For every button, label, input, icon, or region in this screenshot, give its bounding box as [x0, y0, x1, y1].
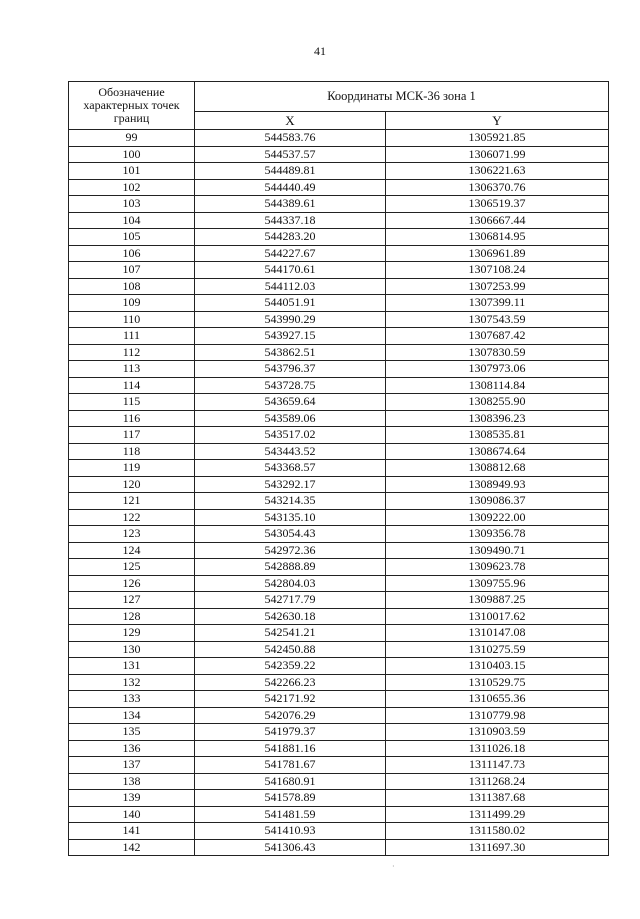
table-row: [69, 509, 609, 526]
x-coordinate-cell: 543135.10: [195, 509, 386, 526]
point-number-cell: 137: [69, 757, 195, 774]
coordinates-table: [68, 81, 609, 856]
table-row: [69, 295, 609, 312]
y-coordinate-cell: 1310529.75: [386, 674, 609, 691]
point-number-cell: 108: [69, 278, 195, 295]
y-coordinate-cell: 1307108.24: [386, 262, 609, 279]
point-number-cell: 131: [69, 658, 195, 675]
point-number-cell: 120: [69, 476, 195, 493]
table-row: [69, 641, 609, 658]
point-number-cell: 123: [69, 526, 195, 543]
x-coordinate-cell: 543862.51: [195, 344, 386, 361]
y-coordinate-cell: 1306961.89: [386, 245, 609, 262]
table-row: [69, 229, 609, 246]
point-number-cell: 104: [69, 212, 195, 229]
x-coordinate-cell: 541578.89: [195, 790, 386, 807]
point-number-cell: 136: [69, 740, 195, 757]
table-row: [69, 724, 609, 741]
y-coordinate-cell: 1305921.85: [386, 130, 609, 147]
table-row: [69, 625, 609, 642]
x-coordinate-cell: 541781.67: [195, 757, 386, 774]
y-coordinate-cell: 1310903.59: [386, 724, 609, 741]
table-row: [69, 245, 609, 262]
x-coordinate-cell: 543589.06: [195, 410, 386, 427]
y-coordinate-cell: 1310147.08: [386, 625, 609, 642]
point-number-cell: 125: [69, 559, 195, 576]
x-coordinate-cell: 542717.79: [195, 592, 386, 609]
point-number-cell: 127: [69, 592, 195, 609]
point-number-cell: 140: [69, 806, 195, 823]
y-coordinate-cell: 1306667.44: [386, 212, 609, 229]
point-number-cell: 101: [69, 163, 195, 180]
point-number-cell: 103: [69, 196, 195, 213]
table-row: [69, 361, 609, 378]
point-number-cell: 106: [69, 245, 195, 262]
x-coordinate-cell: 541410.93: [195, 823, 386, 840]
x-coordinate-cell: 541481.59: [195, 806, 386, 823]
y-coordinate-cell: 1310655.36: [386, 691, 609, 708]
table-row: [69, 311, 609, 328]
y-coordinate-cell: 1309086.37: [386, 493, 609, 510]
x-coordinate-cell: 543517.02: [195, 427, 386, 444]
x-coordinate-cell: 542266.23: [195, 674, 386, 691]
x-coordinate-cell: 542359.22: [195, 658, 386, 675]
x-coordinate-cell: 544537.57: [195, 146, 386, 163]
y-coordinate-cell: 1310017.62: [386, 608, 609, 625]
point-number-cell: 141: [69, 823, 195, 840]
y-coordinate-cell: 1311580.02: [386, 823, 609, 840]
table-row: [69, 163, 609, 180]
y-coordinate-cell: 1308114.84: [386, 377, 609, 394]
header-coordinate-system: Координаты МСК-36 зона 1: [195, 82, 609, 112]
point-number-cell: 128: [69, 608, 195, 625]
table-row: [69, 278, 609, 295]
y-coordinate-cell: 1309755.96: [386, 575, 609, 592]
table-row: [69, 691, 609, 708]
point-number-cell: 138: [69, 773, 195, 790]
point-number-cell: 134: [69, 707, 195, 724]
y-coordinate-cell: 1308396.23: [386, 410, 609, 427]
table-row: [69, 559, 609, 576]
x-coordinate-cell: 543728.75: [195, 377, 386, 394]
y-coordinate-cell: 1306221.63: [386, 163, 609, 180]
y-coordinate-cell: 1311697.30: [386, 839, 609, 856]
table-row: [69, 377, 609, 394]
point-number-cell: 99: [69, 130, 195, 147]
table-row: [69, 328, 609, 345]
table-row: [69, 773, 609, 790]
point-number-cell: 100: [69, 146, 195, 163]
x-coordinate-cell: 543659.64: [195, 394, 386, 411]
x-coordinate-cell: 542888.89: [195, 559, 386, 576]
table-row: [69, 410, 609, 427]
table-row: [69, 212, 609, 229]
table-row: [69, 757, 609, 774]
point-number-cell: 130: [69, 641, 195, 658]
table-row: [69, 806, 609, 823]
y-coordinate-cell: 1310403.15: [386, 658, 609, 675]
x-coordinate-cell: 541979.37: [195, 724, 386, 741]
y-coordinate-cell: 1311268.24: [386, 773, 609, 790]
point-number-cell: 139: [69, 790, 195, 807]
y-coordinate-cell: 1308535.81: [386, 427, 609, 444]
x-coordinate-cell: 542541.21: [195, 625, 386, 642]
y-coordinate-cell: 1310275.59: [386, 641, 609, 658]
x-coordinate-cell: 544583.76: [195, 130, 386, 147]
point-number-cell: 135: [69, 724, 195, 741]
x-coordinate-cell: 542171.92: [195, 691, 386, 708]
y-coordinate-cell: 1308255.90: [386, 394, 609, 411]
table-row: [69, 460, 609, 477]
table-row: [69, 443, 609, 460]
x-coordinate-cell: 541680.91: [195, 773, 386, 790]
point-number-cell: 142: [69, 839, 195, 856]
table-row: [69, 707, 609, 724]
point-number-cell: 129: [69, 625, 195, 642]
y-coordinate-cell: 1308812.68: [386, 460, 609, 477]
y-coordinate-cell: 1307543.59: [386, 311, 609, 328]
table-body: [69, 130, 609, 856]
point-number-cell: 112: [69, 344, 195, 361]
y-coordinate-cell: 1307253.99: [386, 278, 609, 295]
page-number: 41: [314, 44, 326, 58]
x-coordinate-cell: 543990.29: [195, 311, 386, 328]
table-row: [69, 674, 609, 691]
table-row: [69, 146, 609, 163]
y-coordinate-cell: 1307687.42: [386, 328, 609, 345]
x-coordinate-cell: 544170.61: [195, 262, 386, 279]
y-coordinate-cell: 1309887.25: [386, 592, 609, 609]
x-coordinate-cell: 544337.18: [195, 212, 386, 229]
point-number-cell: 113: [69, 361, 195, 378]
y-coordinate-cell: 1307830.59: [386, 344, 609, 361]
table-header: [69, 82, 609, 130]
table-row: [69, 740, 609, 757]
table-row: [69, 493, 609, 510]
y-coordinate-cell: 1311499.29: [386, 806, 609, 823]
point-number-cell: 124: [69, 542, 195, 559]
y-coordinate-cell: 1308949.93: [386, 476, 609, 493]
point-number-cell: 110: [69, 311, 195, 328]
scan-mark: ·: [392, 862, 395, 871]
x-coordinate-cell: 542076.29: [195, 707, 386, 724]
x-coordinate-cell: 544112.03: [195, 278, 386, 295]
header-points-column: Обозначение характерных точек границ: [69, 82, 195, 130]
x-coordinate-cell: 542450.88: [195, 641, 386, 658]
header-x-column: X: [195, 112, 386, 130]
y-coordinate-cell: 1306071.99: [386, 146, 609, 163]
table-row: [69, 427, 609, 444]
point-number-cell: 121: [69, 493, 195, 510]
x-coordinate-cell: 543214.35: [195, 493, 386, 510]
table-row: [69, 592, 609, 609]
table-row: [69, 790, 609, 807]
table-row: [69, 130, 609, 147]
x-coordinate-cell: 543368.57: [195, 460, 386, 477]
x-coordinate-cell: 544489.81: [195, 163, 386, 180]
point-number-cell: 105: [69, 229, 195, 246]
point-number-cell: 133: [69, 691, 195, 708]
point-number-cell: 119: [69, 460, 195, 477]
y-coordinate-cell: 1309623.78: [386, 559, 609, 576]
point-number-cell: 122: [69, 509, 195, 526]
y-coordinate-cell: 1311026.18: [386, 740, 609, 757]
x-coordinate-cell: 543292.17: [195, 476, 386, 493]
table-row: [69, 394, 609, 411]
x-coordinate-cell: 543443.52: [195, 443, 386, 460]
x-coordinate-cell: 543054.43: [195, 526, 386, 543]
y-coordinate-cell: 1307399.11: [386, 295, 609, 312]
point-number-cell: 109: [69, 295, 195, 312]
header-y-column: Y: [386, 112, 609, 130]
x-coordinate-cell: 544227.67: [195, 245, 386, 262]
table-row: [69, 823, 609, 840]
point-number-cell: 115: [69, 394, 195, 411]
point-number-cell: 118: [69, 443, 195, 460]
point-number-cell: 132: [69, 674, 195, 691]
x-coordinate-cell: 542972.36: [195, 542, 386, 559]
x-coordinate-cell: 544051.91: [195, 295, 386, 312]
point-number-cell: 107: [69, 262, 195, 279]
y-coordinate-cell: 1311147.73: [386, 757, 609, 774]
y-coordinate-cell: 1308674.64: [386, 443, 609, 460]
point-number-cell: 111: [69, 328, 195, 345]
x-coordinate-cell: 544283.20: [195, 229, 386, 246]
x-coordinate-cell: 542804.03: [195, 575, 386, 592]
x-coordinate-cell: 544440.49: [195, 179, 386, 196]
x-coordinate-cell: 542630.18: [195, 608, 386, 625]
table-row: [69, 526, 609, 543]
x-coordinate-cell: 543796.37: [195, 361, 386, 378]
y-coordinate-cell: 1310779.98: [386, 707, 609, 724]
table-row: [69, 658, 609, 675]
point-number-cell: 102: [69, 179, 195, 196]
table-row: [69, 262, 609, 279]
table-row: [69, 575, 609, 592]
point-number-cell: 117: [69, 427, 195, 444]
x-coordinate-cell: 543927.15: [195, 328, 386, 345]
table-row: [69, 608, 609, 625]
x-coordinate-cell: 544389.61: [195, 196, 386, 213]
y-coordinate-cell: 1306370.76: [386, 179, 609, 196]
x-coordinate-cell: 541881.16: [195, 740, 386, 757]
point-number-cell: 116: [69, 410, 195, 427]
y-coordinate-cell: 1306519.37: [386, 196, 609, 213]
y-coordinate-cell: 1311387.68: [386, 790, 609, 807]
table-row: [69, 476, 609, 493]
table-row: [69, 344, 609, 361]
y-coordinate-cell: 1309356.78: [386, 526, 609, 543]
y-coordinate-cell: 1307973.06: [386, 361, 609, 378]
y-coordinate-cell: 1306814.95: [386, 229, 609, 246]
table-row: [69, 839, 609, 856]
x-coordinate-cell: 541306.43: [195, 839, 386, 856]
table-row: [69, 196, 609, 213]
y-coordinate-cell: 1309222.00: [386, 509, 609, 526]
point-number-cell: 126: [69, 575, 195, 592]
point-number-cell: 114: [69, 377, 195, 394]
table-row: [69, 542, 609, 559]
y-coordinate-cell: 1309490.71: [386, 542, 609, 559]
table-row: [69, 179, 609, 196]
